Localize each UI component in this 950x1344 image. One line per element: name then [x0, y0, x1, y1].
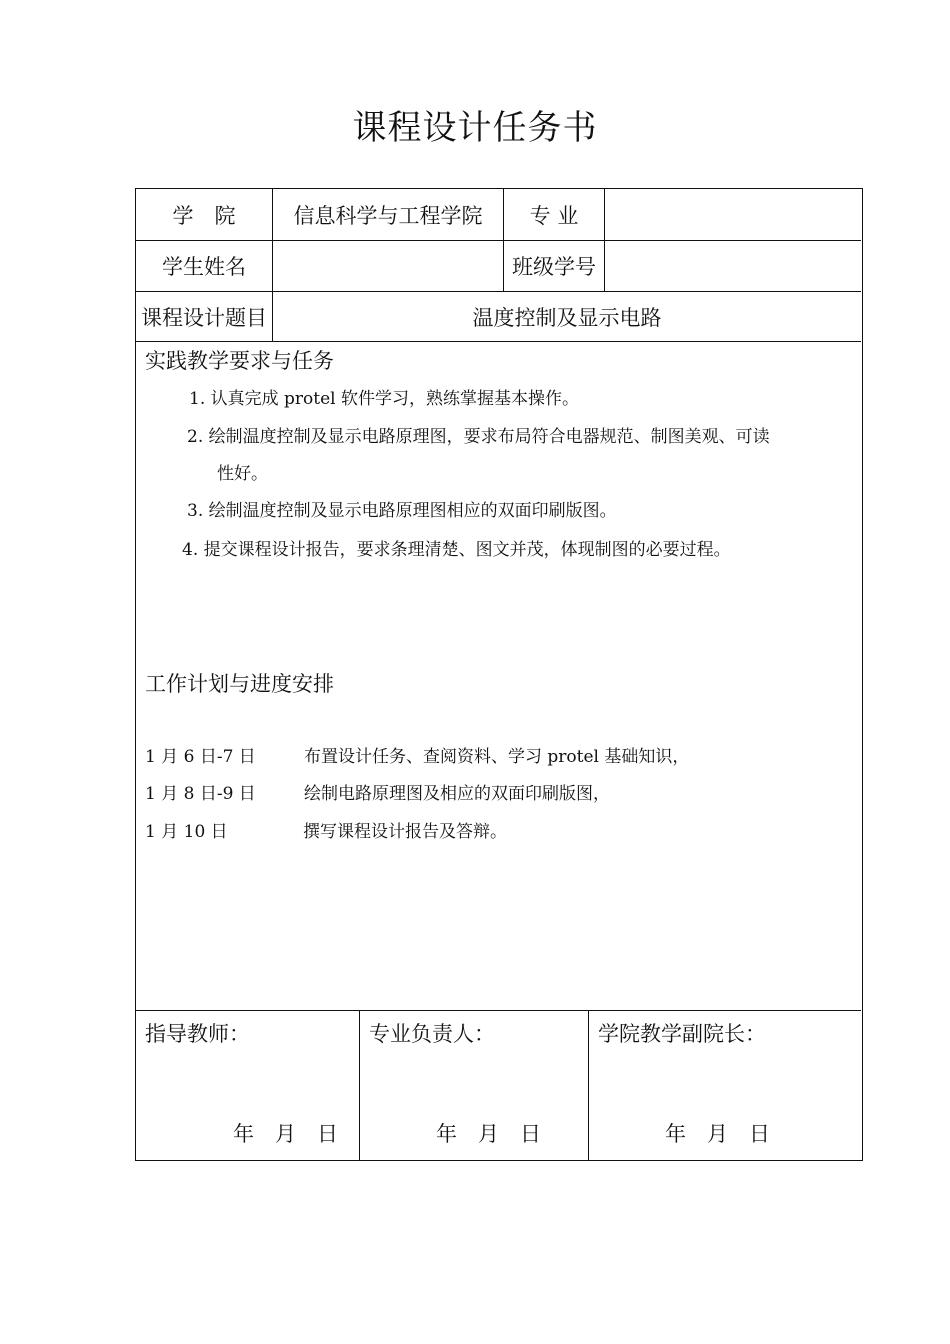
vice-dean-signature-label: 学院教学副院长：: [598, 1022, 766, 1046]
requirement-item: 性好。: [217, 464, 268, 484]
class-number-label: 班级学号: [512, 255, 596, 279]
requirement-item: 2. 绘制温度控制及显示电路原理图，要求布局符合电器规范、制图美观、可读: [187, 427, 770, 447]
college-label: 学 院: [172, 203, 236, 228]
advisor-signature-date: 年 月 日: [233, 1122, 338, 1146]
requirements-heading: 实践教学要求与任务: [145, 349, 334, 373]
requirement-item: 1. 认真完成 protel 软件学习，熟练掌握基本操作。: [189, 389, 580, 409]
plan-date: 1 月 10 日: [145, 822, 228, 842]
topic-label: 课程设计题目: [141, 305, 267, 330]
student-name-label: 学生姓名: [162, 255, 246, 279]
major-head-signature-date: 年 月 日: [436, 1122, 541, 1146]
requirement-item: 3. 绘制温度控制及显示电路原理图相应的双面印刷版图。: [187, 501, 617, 521]
row-divider: [136, 341, 861, 342]
class-number-value: [605, 241, 861, 291]
task-form-table: [135, 188, 863, 1161]
major-label: 专 业: [529, 203, 579, 228]
major-head-signature-label: 专业负责人：: [369, 1022, 495, 1046]
col-divider: [588, 1010, 589, 1160]
plan-heading: 工作计划与进度安排: [145, 672, 334, 696]
plan-date: 1 月 6 日-7 日: [145, 747, 256, 767]
vice-dean-signature-date: 年 月 日: [665, 1122, 770, 1146]
plan-task: 布置设计任务、查阅资料、学习 protel 基础知识，: [304, 747, 690, 767]
plan-date: 1 月 8 日-9 日: [145, 784, 256, 804]
topic-value: 温度控制及显示电路: [472, 305, 662, 330]
advisor-signature-label: 指导教师：: [145, 1022, 250, 1046]
col-divider: [359, 1010, 360, 1160]
requirement-item: 4. 提交课程设计报告，要求条理清楚、图文并茂，体现制图的必要过程。: [182, 540, 731, 560]
plan-task: 撰写课程设计报告及答辩。: [303, 822, 507, 842]
row-divider: [136, 1010, 861, 1011]
document-title: 课程设计任务书: [352, 108, 598, 148]
major-value: [605, 189, 861, 240]
student-name-value: [273, 241, 503, 291]
college-value: 信息科学与工程学院: [293, 203, 483, 228]
plan-task: 绘制电路原理图及相应的双面印刷版图，: [304, 784, 610, 804]
